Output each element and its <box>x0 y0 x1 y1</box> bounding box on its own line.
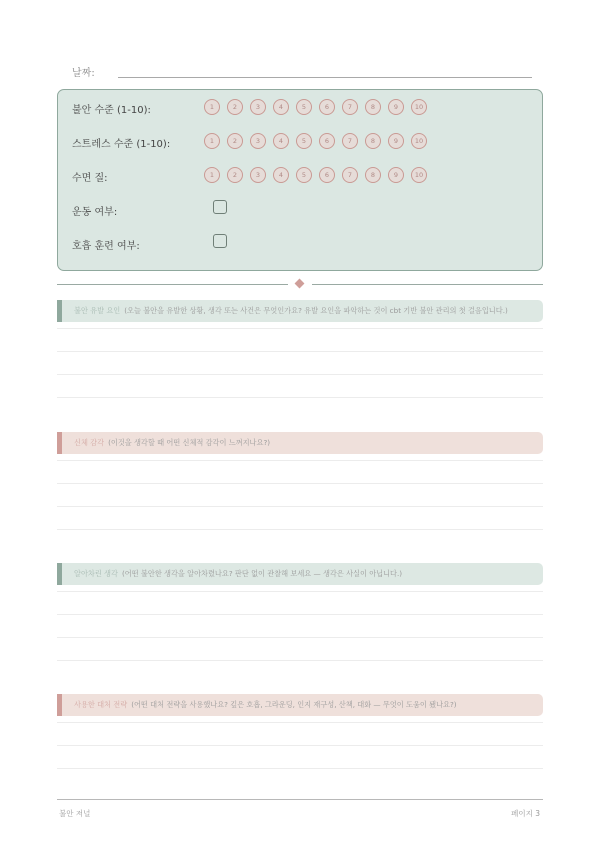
writing-line[interactable] <box>57 722 543 723</box>
rating-circle-8[interactable]: 8 <box>365 167 381 183</box>
exercise-row <box>72 200 532 220</box>
rating-circle-3[interactable]: 3 <box>250 167 266 183</box>
section-title <box>74 700 457 710</box>
section-body-sensations <box>57 432 543 454</box>
anxiety-level-label: 불안 수준 (1-10): <box>72 105 151 116</box>
rating-circle-5[interactable]: 5 <box>296 133 312 149</box>
rating-circle-1[interactable]: 1 <box>204 167 220 183</box>
rating-circle-5[interactable]: 5 <box>296 99 312 115</box>
breathing-label: 호흡 훈련 여부: <box>72 241 140 252</box>
breathing-row <box>72 234 532 254</box>
section-title <box>74 569 402 579</box>
footer-title: 불안 저널 <box>59 809 91 818</box>
anxiety-level-row <box>72 98 532 118</box>
rating-circle-4[interactable]: 4 <box>273 133 289 149</box>
section-coping-strategies <box>57 694 543 716</box>
rating-circle-2[interactable]: 2 <box>227 99 243 115</box>
rating-circle-2[interactable]: 2 <box>227 167 243 183</box>
rating-circle-10[interactable]: 10 <box>411 167 427 183</box>
sleep-quality-row <box>72 166 532 186</box>
rating-circle-10[interactable]: 10 <box>411 99 427 115</box>
rating-circle-5[interactable]: 5 <box>296 167 312 183</box>
rating-circle-6[interactable]: 6 <box>319 99 335 115</box>
divider-line-left <box>57 284 288 285</box>
section-hint: (이것을 생각할 때 어떤 신체적 감각이 느껴지나요?) <box>108 438 271 447</box>
section-hint: (어떤 불안한 생각을 알아차렸나요? 판단 없이 관찰해 보세요 — 생각은 사실이 아닙니다.) <box>121 569 403 578</box>
stress-level-row <box>72 132 532 152</box>
exercise-checkbox[interactable] <box>213 200 227 214</box>
date-label: 날짜: <box>72 68 95 79</box>
writing-line[interactable] <box>57 745 543 746</box>
writing-line[interactable] <box>57 591 543 592</box>
section-accent-bar <box>57 694 62 716</box>
sleep-quality-label: 수면 질: <box>72 173 108 184</box>
rating-circle-9[interactable]: 9 <box>388 167 404 183</box>
footer-divider <box>57 799 543 800</box>
section-divider <box>57 282 543 288</box>
rating-circle-7[interactable]: 7 <box>342 133 358 149</box>
rating-circle-6[interactable]: 6 <box>319 133 335 149</box>
rating-circle-3[interactable]: 3 <box>250 133 266 149</box>
writing-line[interactable] <box>57 460 543 461</box>
rating-circle-9[interactable]: 9 <box>388 133 404 149</box>
section-header <box>57 563 543 585</box>
writing-line[interactable] <box>57 374 543 375</box>
rating-circle-9[interactable]: 9 <box>388 99 404 115</box>
writing-line[interactable] <box>57 637 543 638</box>
section-hint: (어떤 대처 전략을 사용했나요? 깊은 호흡, 그라운딩, 인지 재구성, 산책, 대화 — 무엇이 도움이 됐나요?) <box>131 700 457 709</box>
diamond-icon <box>295 279 305 289</box>
section-name: 신체 감각 <box>74 438 105 447</box>
section-header <box>57 694 543 716</box>
rating-circle-3[interactable]: 3 <box>250 99 266 115</box>
section-hint: (오늘 불안을 유발한 상황, 생각 또는 사건은 무엇인가요? 유발 요인을 파악하는 것이 cbt 기반 불안 관리의 첫 걸음입니다.) <box>124 306 508 315</box>
section-triggers <box>57 300 543 322</box>
rating-circle-8[interactable]: 8 <box>365 99 381 115</box>
writing-line[interactable] <box>57 768 543 769</box>
stress-level-label: 스트레스 수준 (1-10): <box>72 139 171 150</box>
rating-circle-2[interactable]: 2 <box>227 133 243 149</box>
section-header <box>57 432 543 454</box>
rating-circle-4[interactable]: 4 <box>273 167 289 183</box>
daily-tracker-panel <box>57 89 543 271</box>
date-input-line[interactable] <box>118 77 532 78</box>
rating-circle-10[interactable]: 10 <box>411 133 427 149</box>
rating-circle-6[interactable]: 6 <box>319 167 335 183</box>
rating-circle-4[interactable]: 4 <box>273 99 289 115</box>
writing-line[interactable] <box>57 506 543 507</box>
section-accent-bar <box>57 563 62 585</box>
rating-circle-8[interactable]: 8 <box>365 133 381 149</box>
section-name: 불안 유발 요인 <box>74 306 121 315</box>
writing-line[interactable] <box>57 614 543 615</box>
section-title <box>74 438 270 448</box>
rating-circle-7[interactable]: 7 <box>342 99 358 115</box>
rating-circle-1[interactable]: 1 <box>204 133 220 149</box>
writing-line[interactable] <box>57 483 543 484</box>
section-noticed-thoughts <box>57 563 543 585</box>
writing-line[interactable] <box>57 328 543 329</box>
section-accent-bar <box>57 300 62 322</box>
section-header <box>57 300 543 322</box>
breathing-checkbox[interactable] <box>213 234 227 248</box>
divider-line-right <box>312 284 543 285</box>
writing-line[interactable] <box>57 529 543 530</box>
section-accent-bar <box>57 432 62 454</box>
section-name: 알아차린 생각 <box>74 569 118 578</box>
page-number: 페이지 3 <box>511 809 540 818</box>
rating-circle-7[interactable]: 7 <box>342 167 358 183</box>
writing-line[interactable] <box>57 351 543 352</box>
writing-line[interactable] <box>57 660 543 661</box>
writing-line[interactable] <box>57 397 543 398</box>
rating-circle-1[interactable]: 1 <box>204 99 220 115</box>
exercise-label: 운동 여부: <box>72 207 118 218</box>
date-row <box>72 62 532 82</box>
section-name: 사용한 대처 전략 <box>74 700 128 709</box>
section-title <box>74 306 508 316</box>
